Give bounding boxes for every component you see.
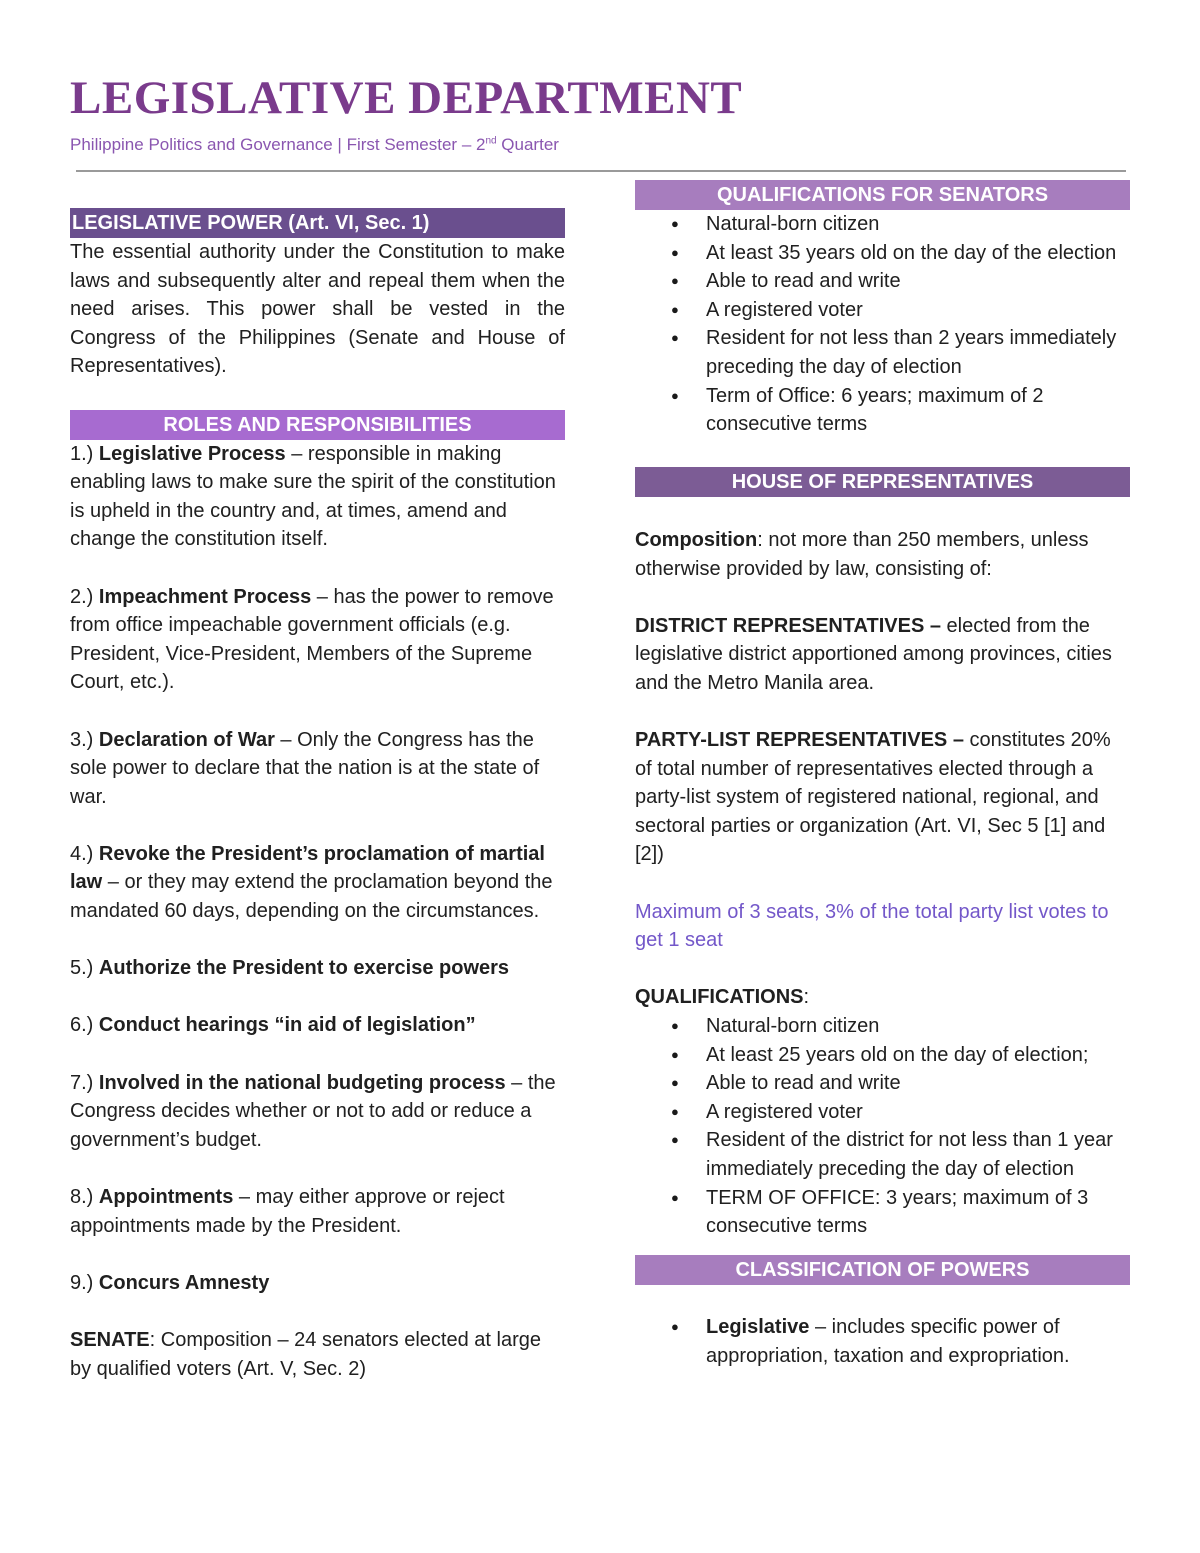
legislative-power-text: The essential authority under the Constitution to make laws and subsequently alter and repeal them when the need arises. This power shall be vested in the Congress of the Philippines (Senate and House of Representatives). (70, 241, 565, 378)
list-item: ● Natural-born citizen (635, 1012, 1130, 1041)
list-item: ● Resident of the district for not less than 1 year immediately preceding the day of election (635, 1126, 1130, 1183)
spacer (635, 1285, 1130, 1314)
subtitle-text: Philippine Politics and Governance | First Semester – 2 (70, 135, 486, 154)
list-item (635, 1313, 1130, 1370)
legislative-power-heading: LEGISLATIVE POWER (Art. VI, Sec. 1) (70, 208, 565, 238)
list-item: ● Term of Office: 6 years; maximum of 2 consecutive terms (635, 382, 1130, 439)
role-item: 7.) Involved in the national budgeting process – the Congress decides whether or not to add or reduce a government’s budget. (70, 1071, 556, 1151)
role-title: Appointments (98, 1186, 234, 1208)
role-desc: – responsible in making enabling laws to make sure the spirit of the constitution is upheld in the country and, at times, amend and change the constitution itself. (70, 442, 556, 551)
power-desc: – includes specific power of appropriation, taxation and expropriation. (706, 1316, 1070, 1367)
roles-heading: ROLES AND RESPONSIBILITIES (70, 410, 565, 440)
list-item: ● Natural-born citizen (635, 210, 1130, 239)
role-item: 6.) Conduct hearings “in aid of legislation” (70, 1014, 476, 1037)
partylist-text: constitutes 20% of total number of representatives elected through a party-list system of registered national, regional, and sectoral parties or organization (Art. VI, Sec 5 [1] and [2]) (635, 729, 1111, 866)
subtitle-superscript: nd (485, 135, 497, 147)
composition-text: : not more than 250 members, unless otherwise provided by law, consisting of: (635, 528, 1089, 580)
spacer (70, 381, 565, 410)
spacer (70, 1240, 565, 1269)
spacer (70, 1154, 565, 1183)
role-item: 4.) Revoke the President’s proclamation of martial law – or they may extend the proclamation beyond the mandated 60 days, depending on the circumstances. (70, 842, 553, 923)
spacer (70, 554, 565, 583)
list-item: ● A registered voter (635, 296, 1130, 325)
spacer (635, 439, 1130, 468)
house-composition (635, 526, 1130, 583)
role-title: Declaration of War (98, 728, 275, 751)
role-desc: – has the power to remove from office impeachable government officials (e.g. President, Vice-President, Members of the Supreme Court, etc.). (70, 585, 554, 694)
spacer (70, 697, 565, 726)
role-item: 9.) Concurs Amnesty (70, 1271, 270, 1294)
district-label: DISTRICT REPRESENTATIVES – (635, 614, 941, 637)
role-item: 3.) Declaration of War – Only the Congress has the sole power to declare that the nation is at the state of war. (70, 728, 540, 808)
house-qualifications-label: QUALIFICATIONS: (635, 986, 810, 1009)
senate-text: : Composition – 24 senators elected at large by qualified voters (Art. V, Sec. 2) (70, 1328, 541, 1380)
senators-qualifications-list (635, 210, 1130, 439)
list-item: ● A registered voter (635, 1098, 1130, 1127)
role-item: 2.) Impeachment Process – has the power to remove from office impeachable government officials (e.g. President, Vice-President, Members of the Supreme Court, etc.). (70, 585, 554, 694)
spacer (635, 583, 1130, 612)
powers-list (635, 1313, 1130, 1370)
role-title: Conduct hearings “in aid of legislation” (98, 1014, 476, 1037)
list-item: ● Able to read and write (635, 267, 1130, 296)
role-title: Concurs Amnesty (98, 1271, 270, 1294)
partylist-representatives (635, 726, 1130, 869)
spacer (635, 955, 1130, 984)
role-title: Legislative Process (98, 442, 286, 465)
list-item: ● At least 35 years old on the day of the election (635, 239, 1130, 268)
page-title: LEGISLATIVE DEPARTMENT (70, 72, 743, 124)
role-desc: – may either approve or reject appointments made by the President. (70, 1186, 505, 1237)
role-desc: – the Congress decides whether or not to add or reduce a government’s budget. (70, 1071, 556, 1151)
district-text: elected from the legislative district apportioned among provinces, cities and the Metro Manila area. (635, 614, 1112, 694)
composition-label: Composition (635, 528, 758, 551)
spacer (70, 926, 565, 955)
role-item: 5.) Authorize the President to exercise powers (70, 957, 510, 980)
right-column (635, 180, 1130, 1371)
spacer (635, 698, 1130, 727)
spacer (635, 1241, 1130, 1255)
role-title: Impeachment Process (98, 585, 312, 608)
spacer (635, 497, 1130, 526)
spacer (70, 1297, 565, 1326)
subtitle-suffix: Quarter (496, 135, 559, 154)
header-divider (76, 170, 1126, 172)
role-title: Revoke the President’s proclamation of martial law (70, 842, 545, 894)
role-desc: – or they may extend the proclamation beyond the mandated 60 days, depending on the circumstances. (70, 871, 553, 923)
spacer (70, 1040, 565, 1069)
role-desc: – Only the Congress has the sole power to declare that the nation is at the state of war. (70, 728, 540, 808)
role-item: 1.) Legislative Process – responsible in making enabling laws to make sure the spirit of the constitution is upheld in the country and, at times, amend and change the constitution itself. (70, 442, 556, 551)
partylist-label: PARTY-LIST REPRESENTATIVES – (635, 729, 964, 752)
house-qualifications-list (635, 1012, 1130, 1241)
spacer (635, 869, 1130, 898)
list-item: ● TERM OF OFFICE: 3 years; maximum of 3 consecutive terms (635, 1184, 1130, 1241)
senate-composition (70, 1326, 565, 1383)
spacer (70, 811, 565, 840)
left-column (70, 208, 565, 1383)
district-representatives (635, 612, 1130, 698)
classification-heading: CLASSIFICATION OF POWERS (635, 1255, 1130, 1285)
page-subtitle (70, 134, 559, 156)
spacer (70, 983, 565, 1012)
list-item: ● Resident for not less than 2 years immediately preceding the day of election (635, 324, 1130, 381)
role-title: Authorize the President to exercise powers (98, 957, 510, 980)
senators-qualifications-heading: QUALIFICATIONS FOR SENATORS (635, 180, 1130, 210)
senate-label: SENATE (70, 1328, 150, 1351)
role-title: Involved in the national budgeting process (98, 1071, 506, 1094)
list-item: ● Able to read and write (635, 1069, 1130, 1098)
list-item: ● At least 25 years old on the day of election; (635, 1041, 1130, 1070)
role-item: 8.) Appointments – may either approve or reject appointments made by the President. (70, 1186, 505, 1237)
power-title: Legislative (706, 1316, 810, 1339)
max-seats-note: Maximum of 3 seats, 3% of the total party list votes to get 1 seat (635, 900, 1109, 952)
house-heading: HOUSE OF REPRESENTATIVES (635, 467, 1130, 497)
